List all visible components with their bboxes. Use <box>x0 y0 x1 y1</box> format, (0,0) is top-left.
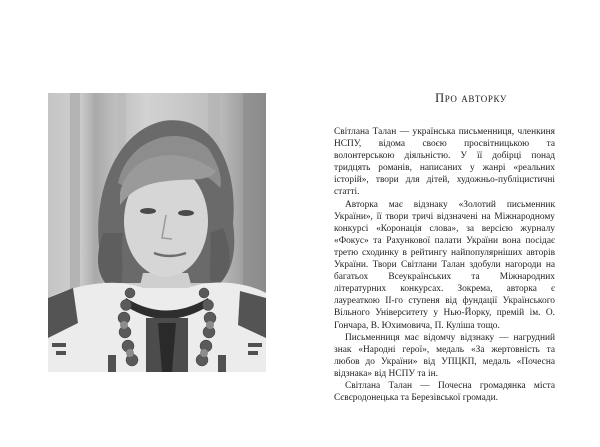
section-heading: Про авторку <box>435 91 507 105</box>
portrait-illustration <box>48 93 266 372</box>
bio-paragraph: Світлана Талан — Почесна громадянка міста Сєвєродонецька та Березівської громади. <box>334 380 555 404</box>
bio-paragraph: Письменниця має відомчу відзнаку — нагрудний знак «Народні герої», медаль «За жертовність та любов до України» від УПЦКП, медаль «Почесна відзнака» від НСПУ та ін. <box>334 332 555 379</box>
author-portrait-photo <box>48 93 266 372</box>
author-bio-text <box>334 126 555 404</box>
bio-paragraph: Авторка має відзнаку «Золотий письменник України», її твори тричі відзначені на Міжнародному конкурсі «Коронація слова», за версією журналу «Фокус» та Рахункової палати України вона посідає третю сходинку в рейтингу найпопулярніших авторів України. Твори Світлани Талан здобули нагороди на багатьох Всеукраїнських та Міжнародних літературних конкурсах. Зокрема, авторка є лауреаткою ІІ-го ступеня від фундації Українського Вільного Університету у Нью-Йорку, премій ім. О. Гончара, В. Юхимовича, П. Куліша тощо. <box>334 199 555 331</box>
bio-paragraph: Світлана Талан — українська письменниця, членкиня НСПУ, відома своєю просвітницькою та волонтерською діяльністю. У її добірці понад тридцять романів, написаних у жанрі «реальних історій», твори для дітей, художньо-публіцистичні статті. <box>334 127 555 198</box>
